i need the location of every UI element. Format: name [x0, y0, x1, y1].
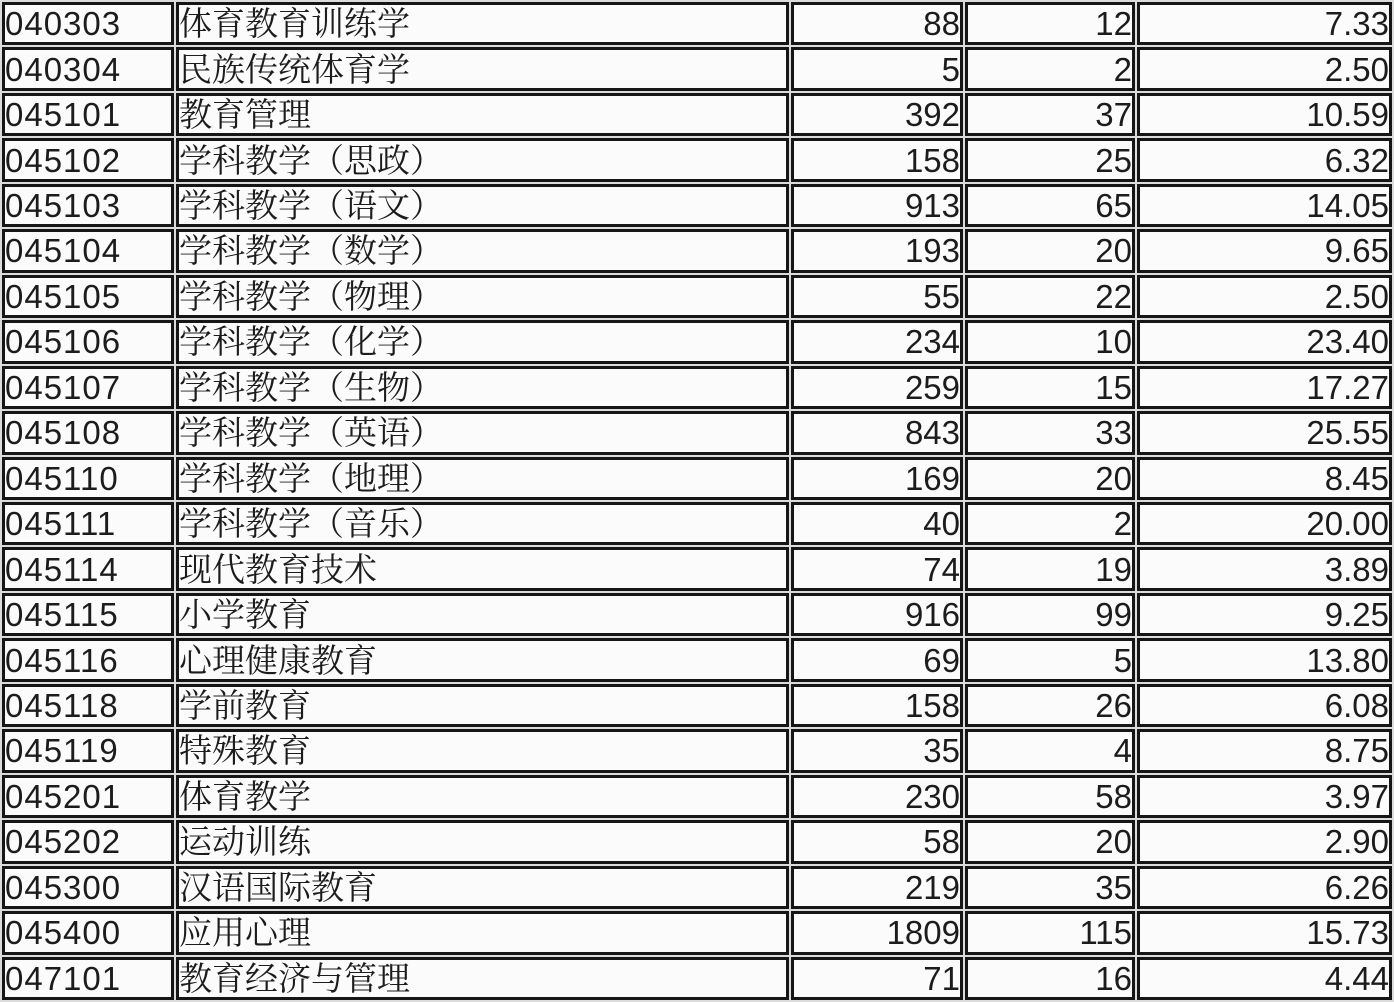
- major-code-cell: 045119: [2, 729, 174, 772]
- ratio-cell: 2.50: [1137, 47, 1392, 90]
- table-row: [2, 138, 1392, 181]
- applicants-count-cell: 234: [791, 320, 963, 363]
- major-code-cell: 040304: [2, 47, 174, 90]
- ratio-cell: 6.08: [1137, 684, 1392, 727]
- applicants-count-cell: 35: [791, 729, 963, 772]
- ratio-cell: 2.50: [1137, 275, 1392, 318]
- admitted-count-cell: 33: [965, 411, 1135, 454]
- applicants-count-cell: 916: [791, 593, 963, 636]
- major-name-cell: 心理健康教育: [176, 638, 789, 681]
- major-name-cell: 学科教学（化学）: [176, 320, 789, 363]
- applicants-count-cell: 259: [791, 366, 963, 409]
- admitted-count-cell: 20: [965, 457, 1135, 500]
- admitted-count-cell: 115: [965, 911, 1135, 954]
- table-row: [2, 229, 1392, 272]
- table-row: [2, 729, 1392, 772]
- applicants-count-cell: 158: [791, 684, 963, 727]
- admitted-count-cell: 20: [965, 229, 1135, 272]
- table-row: [2, 684, 1392, 727]
- major-code-cell: 045110: [2, 457, 174, 500]
- table-row: [2, 775, 1392, 818]
- major-name-cell: 小学教育: [176, 593, 789, 636]
- admitted-count-cell: 2: [965, 502, 1135, 545]
- table-row: [2, 366, 1392, 409]
- ratio-cell: 2.90: [1137, 820, 1392, 863]
- admitted-count-cell: 20: [965, 820, 1135, 863]
- admitted-count-cell: 35: [965, 866, 1135, 909]
- major-code-cell: 045103: [2, 184, 174, 227]
- applicants-count-cell: 55: [791, 275, 963, 318]
- major-code-cell: 045115: [2, 593, 174, 636]
- ratio-cell: 10.59: [1137, 93, 1392, 136]
- major-code-cell: 045105: [2, 275, 174, 318]
- major-code-cell: 045300: [2, 866, 174, 909]
- applicants-count-cell: 58: [791, 820, 963, 863]
- major-name-cell: 运动训练: [176, 820, 789, 863]
- admitted-count-cell: 37: [965, 93, 1135, 136]
- admitted-count-cell: 16: [965, 957, 1135, 1000]
- major-name-cell: 学科教学（英语）: [176, 411, 789, 454]
- applicants-count-cell: 1809: [791, 911, 963, 954]
- admitted-count-cell: 19: [965, 547, 1135, 590]
- major-code-cell: 045104: [2, 229, 174, 272]
- table-row: [2, 47, 1392, 90]
- major-code-cell: 045116: [2, 638, 174, 681]
- ratio-cell: 8.75: [1137, 729, 1392, 772]
- major-name-cell: 体育教学: [176, 775, 789, 818]
- major-code-cell: 045114: [2, 547, 174, 590]
- admitted-count-cell: 58: [965, 775, 1135, 818]
- ratio-cell: 14.05: [1137, 184, 1392, 227]
- table-row: [2, 502, 1392, 545]
- admitted-count-cell: 10: [965, 320, 1135, 363]
- table-row: [2, 957, 1392, 1000]
- ratio-cell: 9.25: [1137, 593, 1392, 636]
- table-row: [2, 866, 1392, 909]
- major-name-cell: 教育管理: [176, 93, 789, 136]
- applicants-count-cell: 193: [791, 229, 963, 272]
- ratio-cell: 4.44: [1137, 957, 1392, 1000]
- applicants-count-cell: 74: [791, 547, 963, 590]
- major-code-cell: 040303: [2, 2, 174, 45]
- major-name-cell: 教育经济与管理: [176, 957, 789, 1000]
- applicants-count-cell: 5: [791, 47, 963, 90]
- table-row: [2, 911, 1392, 954]
- table-body: [2, 2, 1392, 1000]
- ratio-cell: 6.32: [1137, 138, 1392, 181]
- applicants-count-cell: 40: [791, 502, 963, 545]
- applicants-count-cell: 158: [791, 138, 963, 181]
- ratio-cell: 25.55: [1137, 411, 1392, 454]
- major-code-cell: 045202: [2, 820, 174, 863]
- major-name-cell: 学科教学（数学）: [176, 229, 789, 272]
- admitted-count-cell: 15: [965, 366, 1135, 409]
- applicants-count-cell: 913: [791, 184, 963, 227]
- ratio-cell: 20.00: [1137, 502, 1392, 545]
- table-row: [2, 2, 1392, 45]
- major-code-cell: 045106: [2, 320, 174, 363]
- table-row: [2, 184, 1392, 227]
- major-code-cell: 047101: [2, 957, 174, 1000]
- table-row: [2, 638, 1392, 681]
- major-name-cell: 体育教育训练学: [176, 2, 789, 45]
- ratio-cell: 13.80: [1137, 638, 1392, 681]
- major-name-cell: 学科教学（音乐）: [176, 502, 789, 545]
- ratio-cell: 6.26: [1137, 866, 1392, 909]
- table-row: [2, 593, 1392, 636]
- applicants-count-cell: 71: [791, 957, 963, 1000]
- applicants-count-cell: 843: [791, 411, 963, 454]
- table-row: [2, 320, 1392, 363]
- major-name-cell: 应用心理: [176, 911, 789, 954]
- ratio-cell: 3.89: [1137, 547, 1392, 590]
- applicants-count-cell: 169: [791, 457, 963, 500]
- admitted-count-cell: 2: [965, 47, 1135, 90]
- ratio-cell: 23.40: [1137, 320, 1392, 363]
- major-name-cell: 学科教学（语文）: [176, 184, 789, 227]
- admitted-count-cell: 65: [965, 184, 1135, 227]
- applicants-count-cell: 230: [791, 775, 963, 818]
- admitted-count-cell: 4: [965, 729, 1135, 772]
- ratio-cell: 8.45: [1137, 457, 1392, 500]
- major-code-cell: 045400: [2, 911, 174, 954]
- applicants-count-cell: 69: [791, 638, 963, 681]
- admitted-count-cell: 5: [965, 638, 1135, 681]
- table-row: [2, 547, 1392, 590]
- table-row: [2, 93, 1392, 136]
- major-code-cell: 045108: [2, 411, 174, 454]
- applicants-count-cell: 88: [791, 2, 963, 45]
- major-name-cell: 民族传统体育学: [176, 47, 789, 90]
- major-code-cell: 045101: [2, 93, 174, 136]
- table-row: [2, 411, 1392, 454]
- major-code-cell: 045201: [2, 775, 174, 818]
- ratio-cell: 9.65: [1137, 229, 1392, 272]
- table-row: [2, 820, 1392, 863]
- table-row: [2, 457, 1392, 500]
- major-code-cell: 045107: [2, 366, 174, 409]
- major-name-cell: 学前教育: [176, 684, 789, 727]
- major-name-cell: 特殊教育: [176, 729, 789, 772]
- admitted-count-cell: 22: [965, 275, 1135, 318]
- ratio-cell: 15.73: [1137, 911, 1392, 954]
- major-name-cell: 学科教学（物理）: [176, 275, 789, 318]
- admitted-count-cell: 99: [965, 593, 1135, 636]
- table-row: [2, 275, 1392, 318]
- admitted-count-cell: 12: [965, 2, 1135, 45]
- major-name-cell: 汉语国际教育: [176, 866, 789, 909]
- major-name-cell: 学科教学（地理）: [176, 457, 789, 500]
- major-code-cell: 045111: [2, 502, 174, 545]
- admitted-count-cell: 25: [965, 138, 1135, 181]
- major-name-cell: 学科教学（思政）: [176, 138, 789, 181]
- admitted-count-cell: 26: [965, 684, 1135, 727]
- major-code-cell: 045102: [2, 138, 174, 181]
- ratio-cell: 3.97: [1137, 775, 1392, 818]
- major-code-cell: 045118: [2, 684, 174, 727]
- applicants-count-cell: 392: [791, 93, 963, 136]
- major-name-cell: 学科教学（生物）: [176, 366, 789, 409]
- ratio-cell: 7.33: [1137, 2, 1392, 45]
- applicants-count-cell: 219: [791, 866, 963, 909]
- ratio-cell: 17.27: [1137, 366, 1392, 409]
- major-name-cell: 现代教育技术: [176, 547, 789, 590]
